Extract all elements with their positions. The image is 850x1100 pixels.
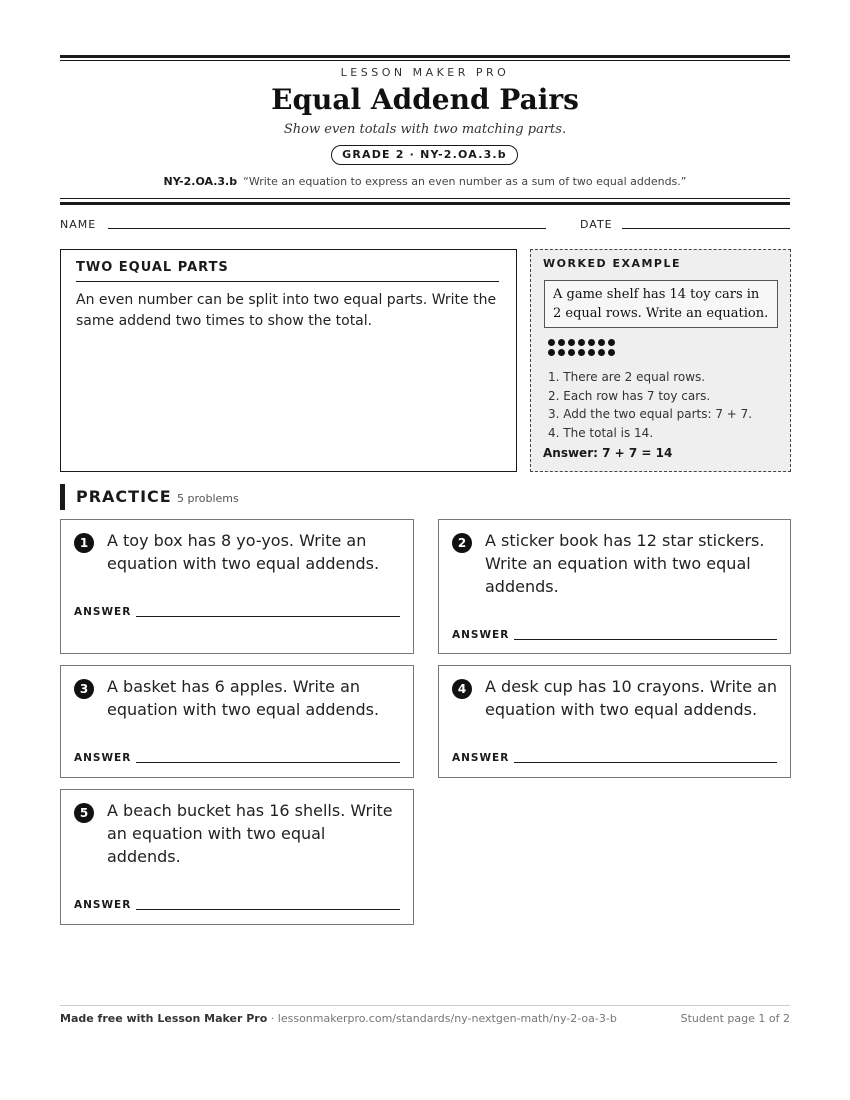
answer-field[interactable] [514, 639, 777, 640]
practice-accent-bar [60, 484, 65, 510]
answer-field[interactable] [136, 762, 400, 763]
page-title: Equal Addend Pairs [271, 83, 579, 116]
problem-text: A beach bucket has 16 shells. Write an equation with two equal addends. [107, 801, 393, 866]
standard-description [60, 175, 790, 188]
concept-box [60, 249, 517, 472]
header-rule [60, 198, 790, 199]
counter-dot [548, 339, 555, 346]
answer-field[interactable] [136, 616, 400, 617]
problem-card-1 [60, 519, 414, 654]
counter-dot [578, 339, 585, 346]
problem-card-5 [60, 789, 414, 925]
counter-dot [588, 339, 595, 346]
practice-heading: PRACTICE [76, 487, 172, 506]
grade-badge: GRADE 2 · NY-2.OA.3.b [331, 145, 518, 165]
page-subtitle: Show even totals with two matching parts. [283, 122, 567, 137]
step-item: 3. Add the two equal parts: 7 + 7. [548, 407, 753, 421]
answer-field[interactable] [514, 762, 777, 763]
problem-number-badge: 2 [452, 533, 472, 553]
dot-array [548, 339, 615, 359]
counter-dot [608, 349, 615, 356]
problem-number-badge: 4 [452, 679, 472, 699]
problem-text: A basket has 6 apples. Write an equation with two equal addends. [107, 677, 380, 719]
footer-credit [60, 1012, 617, 1025]
problem-number-badge: 3 [74, 679, 94, 699]
standard-code: NY-2.OA.3.b [163, 175, 238, 188]
date-label: DATE [580, 218, 613, 231]
name-label: NAME [60, 218, 97, 231]
counter-dot [548, 349, 555, 356]
problem-card-3 [60, 665, 414, 778]
worked-example-problem: A game shelf has 14 toy cars in 2 equal rows. Write an equation. [544, 280, 778, 328]
step-item: 2. Each row has 7 toy cars. [548, 388, 711, 403]
problem-number-badge: 1 [74, 533, 94, 553]
counter-dot [608, 339, 615, 346]
worked-example-steps [548, 368, 752, 442]
counter-dot [558, 339, 565, 346]
step-item: 1. There are 2 equal rows. [548, 370, 706, 384]
problem-card-2 [438, 519, 791, 654]
footer-url[interactable]: lessonmakerpro.com/standards/ny-nextgen-math/ny-2-oa-3-b [277, 1012, 617, 1025]
problem-card-4 [438, 665, 791, 778]
step-item: 4. The total is 14. [548, 425, 654, 440]
counter-dot [578, 349, 585, 356]
counter-dot [568, 339, 575, 346]
footer-separator: · [267, 1012, 278, 1025]
answer-label: ANSWER [452, 629, 510, 641]
date-field[interactable] [622, 228, 790, 229]
top-rule-thin [60, 60, 790, 61]
name-field[interactable] [108, 228, 546, 229]
practice-count: 5 problems [177, 492, 239, 505]
problem-number-badge: 5 [74, 803, 94, 823]
counter-dot [598, 349, 605, 356]
answer-field[interactable] [136, 909, 400, 910]
counter-dot [588, 349, 595, 356]
answer-label: ANSWER [452, 752, 510, 764]
footer-rule [60, 1005, 790, 1006]
counter-dot [568, 349, 575, 356]
problem-text: A sticker book has 12 star stickers. Write an equation with two equal addends. [485, 531, 765, 596]
header-rule-thick [60, 202, 790, 205]
counter-dot [598, 339, 605, 346]
footer-page-number: Student page 1 of 2 [680, 1012, 790, 1025]
footer-made-with: Made free with Lesson Maker Pro [60, 1012, 268, 1025]
answer-label: ANSWER [74, 752, 132, 764]
worked-example-heading: WORKED EXAMPLE [543, 257, 681, 270]
answer-label: ANSWER [74, 899, 132, 911]
concept-heading: TWO EQUAL PARTS [76, 260, 499, 282]
dot-row [548, 349, 615, 356]
problem-text: A toy box has 8 yo-yos. Write an equation with two equal addends. [107, 531, 380, 573]
top-rule [60, 55, 790, 58]
worked-example-box [530, 249, 791, 472]
answer-label: ANSWER [74, 606, 132, 618]
dot-row [548, 339, 615, 346]
problem-text: A desk cup has 10 crayons. Write an equation with two equal addends. [485, 677, 778, 719]
standard-text: “Write an equation to express an even number as a sum of two equal addends.” [243, 175, 687, 188]
brand-label: LESSON MAKER PRO [340, 66, 510, 79]
counter-dot [558, 349, 565, 356]
worked-example-answer: Answer: 7 + 7 = 14 [543, 446, 673, 460]
concept-text: An even number can be split into two equal parts. Write the same addend two times to show the total. [76, 292, 497, 329]
